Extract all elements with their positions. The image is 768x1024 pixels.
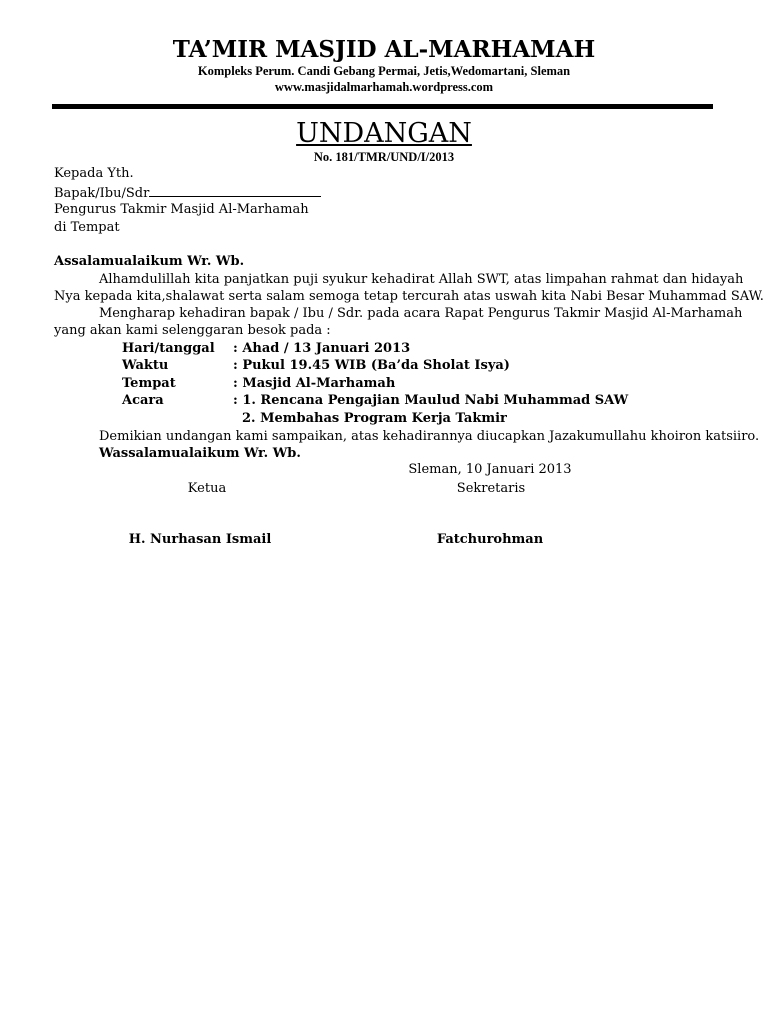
detail-value-agenda: : 1. Rencana Pengajian Maulud Nabi Muhammad SAW [233,393,629,408]
organization-address: Kompleks Perum. Candi Gebang Permai, Jetis,Wedomartani, Sleman [197,64,571,78]
detail-agenda-item-2: 2. Membahas Program Kerja Takmir [242,411,507,426]
recipient-line-2 [54,184,321,201]
letter-number: No. 181/TMR/UND/I/2013 [313,150,455,164]
recipient-line-4: di Tempat [54,220,120,235]
paragraph-1-line-2: Nya kepada kita,shalawat serta salam semoga tetap tercurah atas uswah kita Nabi Besar Muhammad SAW. [54,289,764,304]
paragraph-2-line-1: Mengharap kehadiran bapak / Ibu / Sdr. pada acara Rapat Pengurus Takmir Masjid Al-Marhamah [99,306,743,321]
detail-label-agenda: Acara [122,393,164,408]
organization-website: www.masjidalmarhamah.wordpress.com [274,80,494,94]
recipient-salutation: Bapak/Ibu/Sdr [54,186,150,201]
closing-paragraph: Demikian undangan kami sampaikan, atas kehadirannya diucapkan Jazakumullahu khoiron katsiiro. [99,429,760,444]
chair-name: H. Nurhasan Ismail [128,532,272,547]
greeting: Assalamualaikum Wr. Wb. [54,254,245,269]
detail-label-time: Waktu [122,358,169,373]
recipient-line-1: Kepada Yth. [54,166,134,181]
recipient-line-3: Pengurus Takmir Masjid Al-Marhamah [54,202,309,217]
detail-value-time: : Pukul 19.45 WIB (Ba’da Sholat Isya) [233,358,510,373]
farewell: Wassalamualaikum Wr. Wb. [99,446,301,461]
detail-label-place: Tempat [122,376,176,391]
secretary-title: Sekretaris [456,481,526,496]
paragraph-2-line-2: yang akan kami selenggaran besok pada : [54,323,331,338]
signature-place-date: Sleman, 10 Januari 2013 [408,462,572,477]
recipient-name-blank [149,184,321,197]
organization-name: TA’MIR MASJID AL-MARHAMAH [172,36,596,63]
detail-value-place: : Masjid Al-Marhamah [233,376,396,391]
secretary-name: Fatchurohman [436,532,544,547]
letter-title: UNDANGAN [296,118,472,149]
detail-label-date: Hari/tanggal [122,341,215,356]
detail-value-date: : Ahad / 13 Januari 2013 [233,341,411,356]
letterhead-divider [52,104,713,109]
paragraph-1-line-1: Alhamdulillah kita panjatkan puji syukur kehadirat Allah SWT, atas limpahan rahmat dan hidayah [99,272,744,287]
chair-title: Ketua [187,481,227,496]
